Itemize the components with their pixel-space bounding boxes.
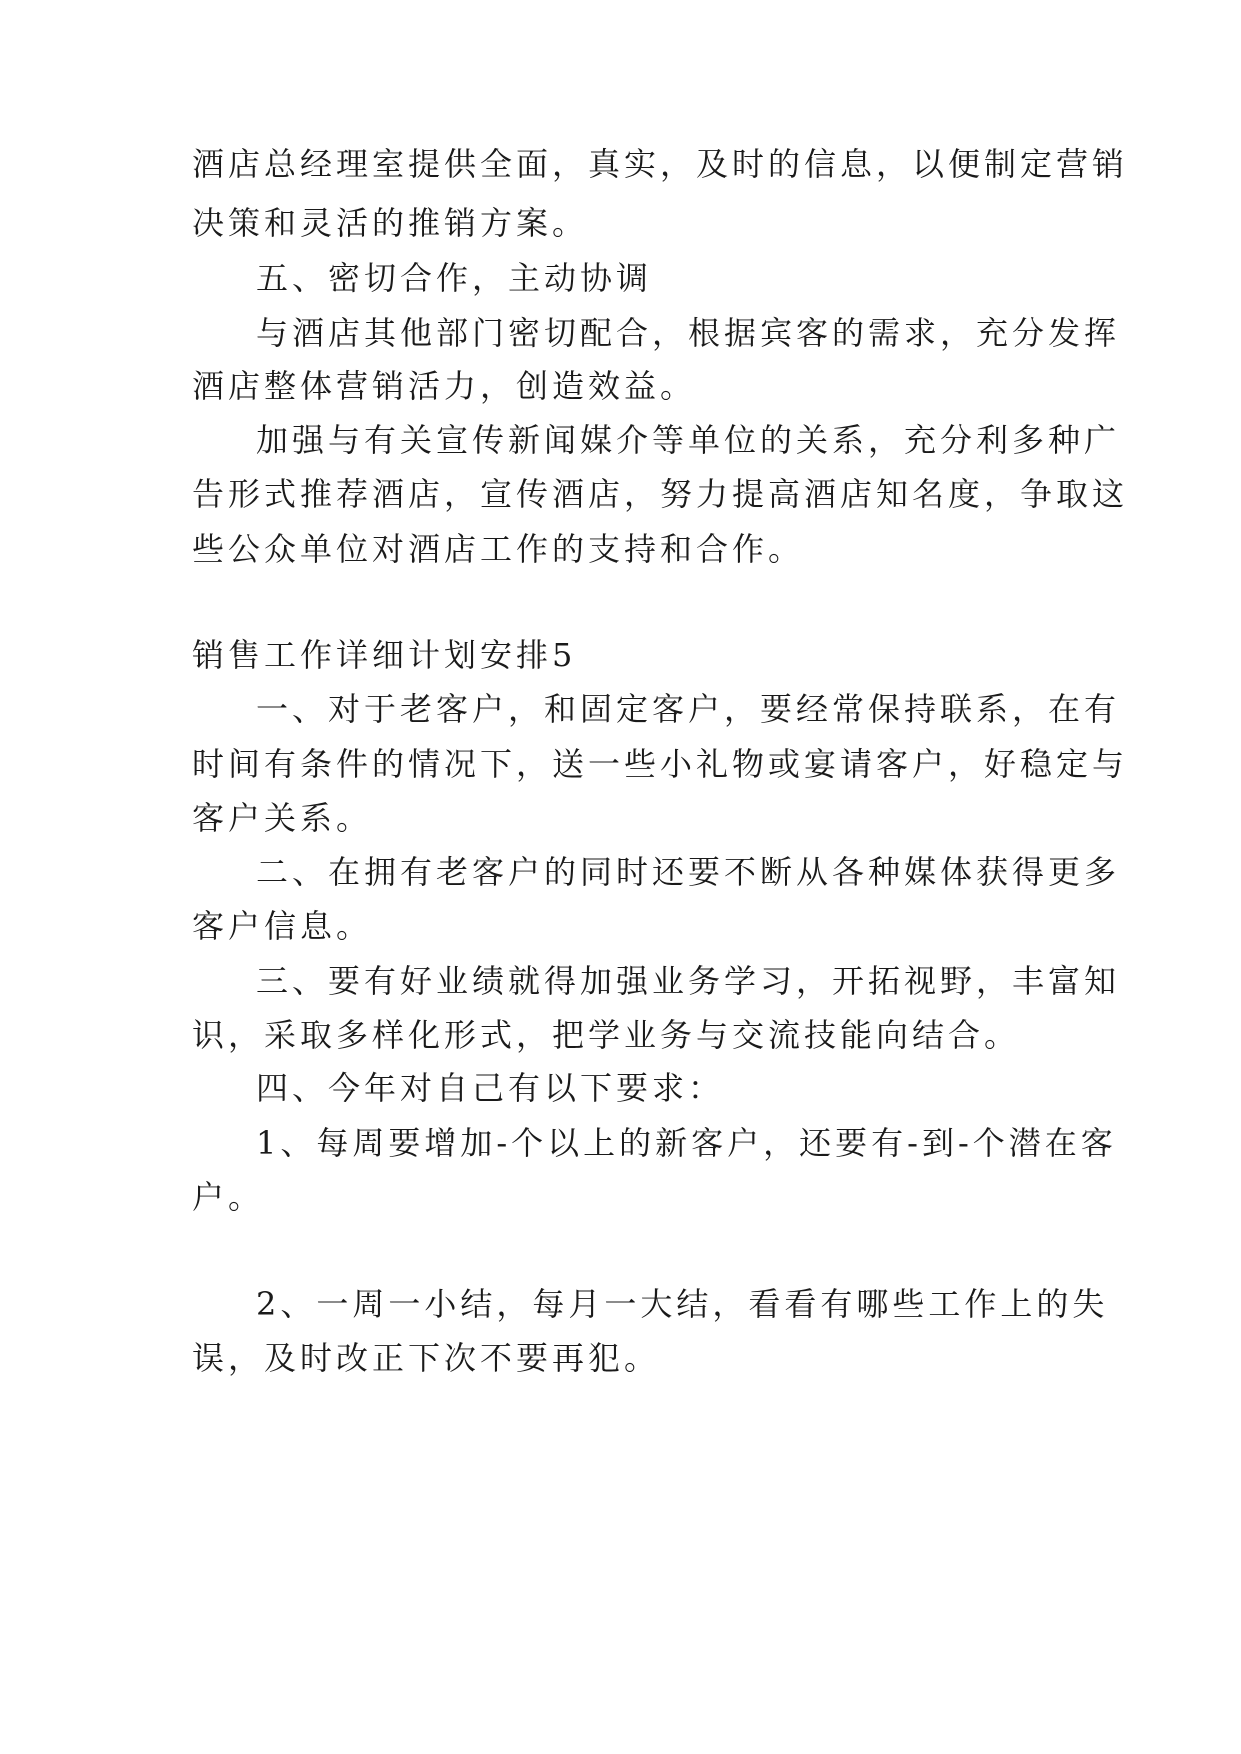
paragraph-line: 与酒店其他部门密切配合，根据宾客的需求，充分发挥 [256, 314, 1121, 352]
section-title: 销售工作详细计划安排5 [192, 636, 577, 674]
paragraph-line: 四、今年对自己有以下要求： [256, 1069, 725, 1107]
paragraph-line: 告形式推荐酒店，宣传酒店，努力提高酒店知名度，争取这 [192, 475, 1129, 513]
paragraph-line: 客户关系。 [192, 799, 373, 837]
paragraph-line: 二、在拥有老客户的同时还要不断从各种媒体获得更多 [256, 853, 1121, 891]
paragraph-line: 决策和灵活的推销方案。 [192, 204, 589, 242]
paragraph-line: 时间有条件的情况下，送一些小礼物或宴请客户，好稳定与 [192, 745, 1129, 783]
paragraph-line: 三、要有好业绩就得加强业务学习，开拓视野，丰富知 [256, 962, 1121, 1000]
section-heading-five: 五、密切合作，主动协调 [256, 259, 653, 297]
paragraph-line: 酒店总经理室提供全面，真实，及时的信息，以便制定营销 [192, 145, 1129, 183]
paragraph-line: 客户信息。 [192, 907, 373, 945]
paragraph-line: 些公众单位对酒店工作的支持和合作。 [192, 530, 805, 568]
paragraph-line: 酒店整体营销活力，创造效益。 [192, 367, 697, 405]
paragraph-line: 加强与有关宣传新闻媒介等单位的关系，充分利多种广 [256, 421, 1121, 459]
paragraph-line: 户。 [192, 1178, 265, 1216]
paragraph-line: 识，采取多样化形式，把学业务与交流技能向结合。 [192, 1016, 1021, 1054]
paragraph-line: 误，及时改正下次不要再犯。 [192, 1339, 661, 1377]
paragraph-line: 2、一周一小结，每月一大结，看看有哪些工作上的失 [256, 1285, 1109, 1323]
paragraph-line: 一、对于老客户，和固定客户，要经常保持联系，在有 [256, 690, 1121, 728]
paragraph-line: 1、每周要增加-个以上的新客户，还要有-到-个潜在客 [256, 1124, 1117, 1162]
